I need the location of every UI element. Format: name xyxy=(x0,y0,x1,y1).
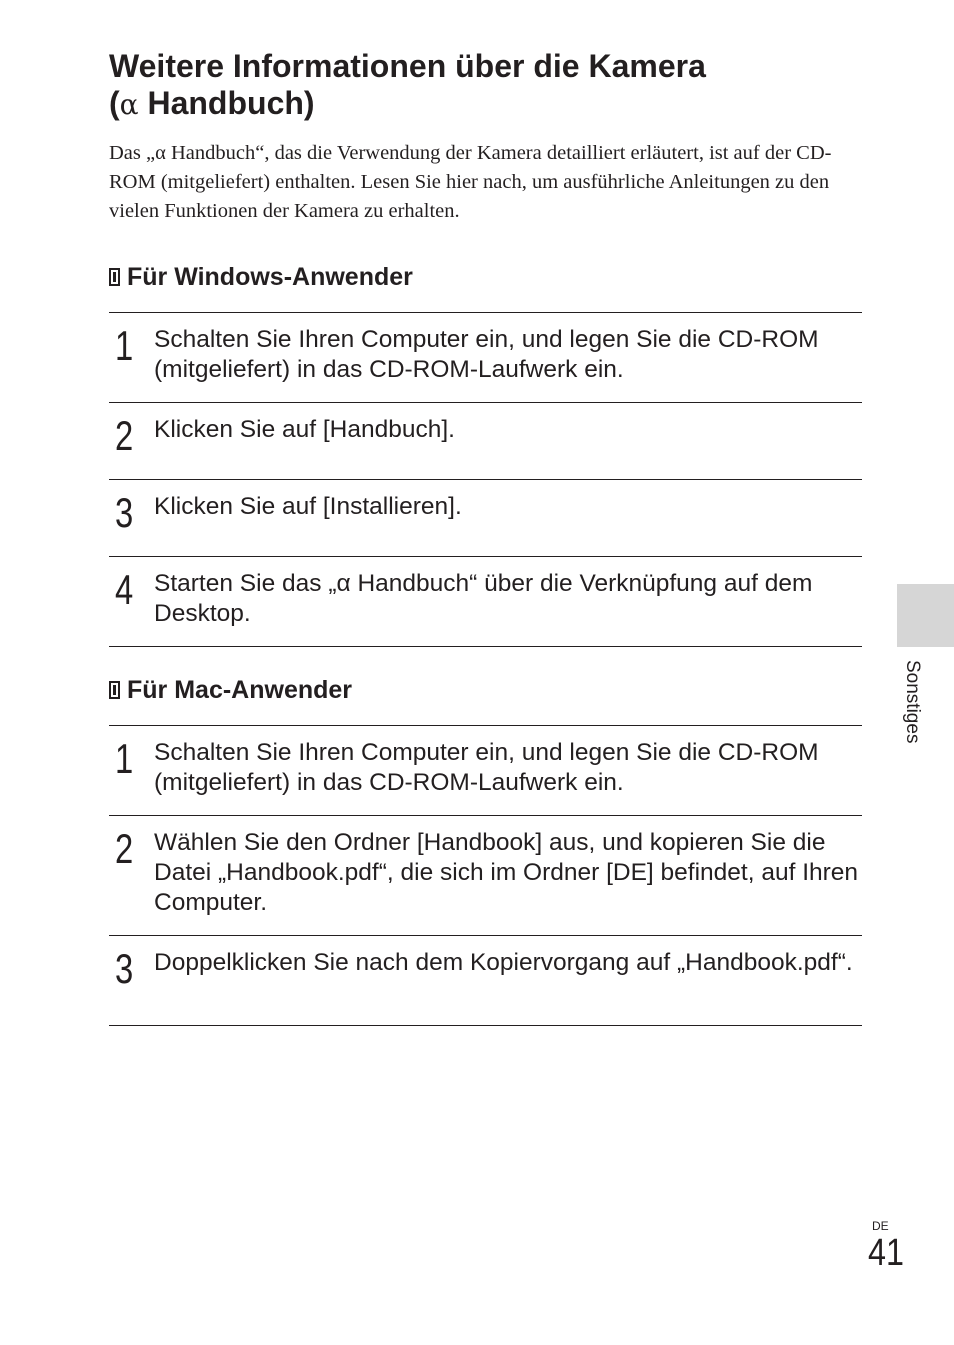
windows-section-heading xyxy=(109,262,413,292)
step-number: 2 xyxy=(115,825,134,872)
step-text: Starten Sie das „α Handbuch“ über die Verknüpfung auf dem Desktop. xyxy=(154,570,813,627)
step-number: 3 xyxy=(115,489,134,536)
step-text: Wählen Sie den Ordner [Handbook] aus, und kopieren Sie die Datei „Handbook.pdf“, die sich im Ordner [DE] befindet, auf Ihren Computer. xyxy=(154,829,859,916)
intro-paragraph: Das „α Handbuch“, das die Verwendung der Kamera detailliert erläutert, ist auf der CD-ROM (mitgeliefert) enthalten. Lesen Sie hier nach, um ausführliche Anleitungen zu den vielen Funktionen der Kamera zu erhalten. xyxy=(109,142,832,222)
windows-heading-text: Für Windows-Anwender xyxy=(127,263,413,291)
mac-steps xyxy=(109,725,862,1026)
step-number: 1 xyxy=(115,735,134,782)
mac-heading-text: Für Mac-Anwender xyxy=(127,676,353,704)
mac-step-1 xyxy=(109,726,862,816)
windows-step-4 xyxy=(109,557,862,647)
step-number: 2 xyxy=(115,412,134,459)
windows-step-3 xyxy=(109,480,862,557)
windows-steps xyxy=(109,312,862,647)
mac-step-3 xyxy=(109,936,862,1026)
step-text: Schalten Sie Ihren Computer ein, und legen Sie die CD-ROM (mitgeliefert) in das CD-ROM-Laufwerk ein. xyxy=(154,326,819,383)
step-number: 1 xyxy=(115,322,134,369)
step-text: Klicken Sie auf [Installieren]. xyxy=(154,493,462,520)
section-side-label-text: Sonstiges xyxy=(902,660,923,744)
section-marker-icon xyxy=(109,681,120,699)
page-title xyxy=(109,48,869,123)
section-marker-icon xyxy=(109,268,120,286)
windows-step-2 xyxy=(109,403,862,480)
alpha-symbol: α xyxy=(119,88,139,121)
section-tab-marker xyxy=(897,584,954,647)
step-text: Doppelklicken Sie nach dem Kopiervorgang auf „Handbook.pdf“. xyxy=(154,949,853,976)
windows-step-1 xyxy=(109,313,862,403)
step-text: Schalten Sie Ihren Computer ein, und legen Sie die CD-ROM (mitgeliefert) in das CD-ROM-Laufwerk ein. xyxy=(154,739,819,796)
step-text: Klicken Sie auf [Handbuch]. xyxy=(154,416,455,443)
step-number: 4 xyxy=(115,566,134,613)
page-title-rest: Handbuch) xyxy=(138,85,315,121)
mac-section-heading xyxy=(109,675,352,705)
page-title-line1: Weitere Informationen über die Kamera xyxy=(109,48,706,84)
mac-step-2 xyxy=(109,816,862,936)
section-side-label xyxy=(897,660,927,770)
page-title-open: ( xyxy=(109,85,120,121)
language-code: DE xyxy=(872,1219,889,1233)
page-number: 41 xyxy=(868,1232,904,1274)
step-number: 3 xyxy=(115,945,134,992)
